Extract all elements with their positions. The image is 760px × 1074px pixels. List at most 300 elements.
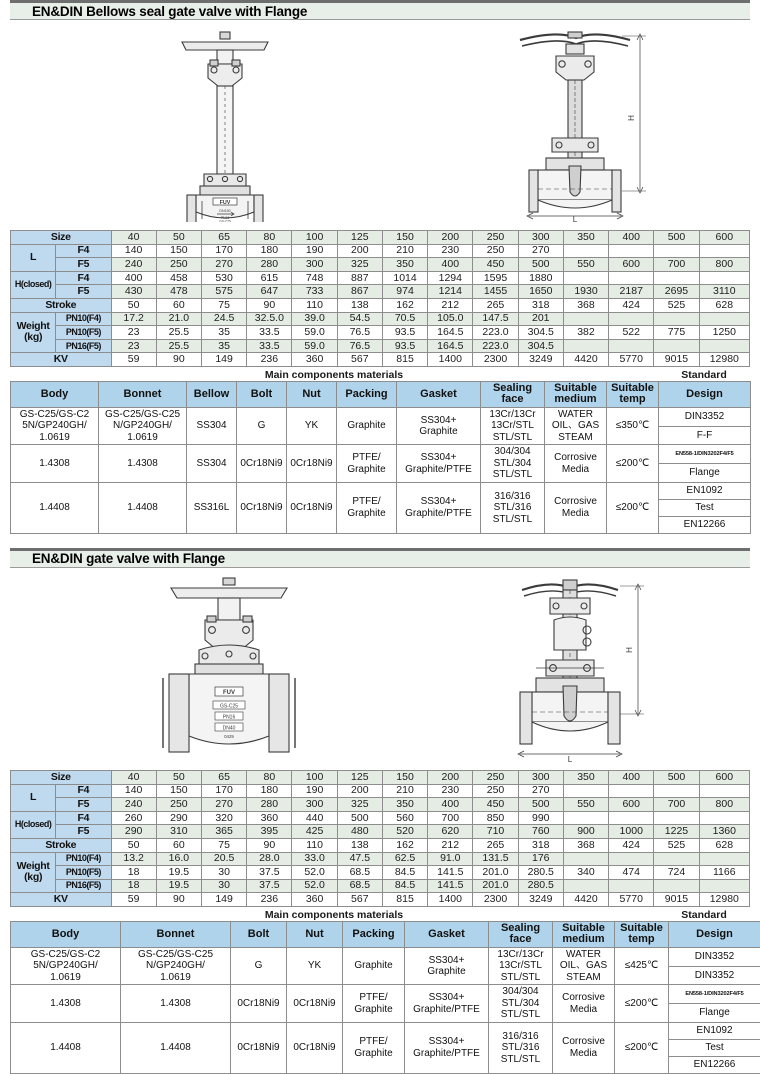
cell: 270	[202, 258, 247, 272]
cell: 628	[699, 838, 749, 852]
cell: 395	[247, 825, 292, 839]
row-label-weight-text: Weight	[17, 860, 50, 872]
cell: 12980	[699, 893, 749, 907]
cell: 318	[518, 838, 563, 852]
gate-valve-exterior-drawing	[155, 574, 305, 762]
cell: 500	[518, 798, 563, 812]
cell: 59	[111, 893, 156, 907]
row-label-h-closed: H(closed)	[11, 271, 56, 298]
bellows-seal-gate-valve-section-drawing	[500, 26, 660, 222]
cell	[563, 811, 608, 825]
cell: 1000	[609, 825, 654, 839]
col-header-gasket: Gasket	[397, 381, 481, 407]
cell: 25.5	[156, 326, 201, 340]
cell-gasket: SS304+ Graphite/PTFE	[397, 445, 481, 483]
cell: 250	[473, 770, 518, 784]
col-header-bonnet: Bonnet	[121, 921, 231, 947]
cell: 1650	[518, 285, 563, 299]
cell: 47.5	[337, 852, 382, 866]
cell: 1455	[473, 285, 518, 299]
cell: 522	[609, 326, 654, 340]
cell: 325	[337, 798, 382, 812]
cell: 200	[428, 231, 473, 245]
cell: 887	[337, 271, 382, 285]
cell	[699, 784, 749, 798]
cell	[654, 852, 699, 866]
cell: 59	[111, 353, 156, 367]
spec-row-weight-pn10f5	[11, 866, 750, 880]
spec-row-stroke	[11, 298, 750, 312]
cell-bonnet: 1.4408	[121, 1022, 231, 1073]
cell: 19.5	[156, 879, 201, 893]
cell-bolt: G	[237, 407, 287, 445]
cell: 1014	[382, 271, 427, 285]
cell	[699, 244, 749, 258]
cell: 138	[337, 298, 382, 312]
cell: 9015	[654, 353, 699, 367]
cell: 149	[202, 353, 247, 367]
cell: 50	[111, 298, 156, 312]
cell: 425	[292, 825, 337, 839]
cell-suitable-temp: ≤200℃	[607, 445, 659, 483]
cell-body: GS-C25/GS-C2 5N/GP240GH/ 1.0619	[11, 407, 99, 445]
svg-text:GS-C25: GS-C25	[219, 220, 231, 223]
col-header-suitable-medium: Suitable medium	[545, 381, 607, 407]
row-label-f5: F5	[56, 798, 111, 812]
cell: 59.0	[292, 339, 337, 353]
cell: 500	[518, 258, 563, 272]
row-label-weight-text: Weight	[17, 320, 50, 332]
cell: 37.5	[247, 866, 292, 880]
cell: 1250	[699, 326, 749, 340]
cell: 100	[292, 770, 337, 784]
cell: 62.5	[382, 852, 427, 866]
cell	[654, 244, 699, 258]
cell: 13.2	[111, 852, 156, 866]
cell: 1880	[518, 271, 563, 285]
cell: 24.5	[202, 312, 247, 326]
cell	[654, 312, 699, 326]
cell: 800	[699, 798, 749, 812]
cell-packing: PTFE/ Graphite	[337, 482, 397, 533]
row-label-pn10f5: PN10(F5)	[56, 326, 111, 340]
cell-design-standard: DIN3352	[669, 966, 760, 985]
cell: 150	[382, 231, 427, 245]
row-label-f4: F4	[56, 811, 111, 825]
cell	[654, 784, 699, 798]
cell	[563, 852, 608, 866]
cell: 260	[111, 811, 156, 825]
cell: 318	[518, 298, 563, 312]
materials-row	[11, 482, 751, 499]
cell: 240	[111, 258, 156, 272]
cell-suitable-temp: ≤200℃	[607, 482, 659, 533]
cell-gasket: SS304+ Graphite	[405, 947, 489, 985]
cell: 368	[563, 298, 608, 312]
cell-sealing-face: 316/316 STL/316 STL/STL	[489, 1022, 553, 1073]
cell: 300	[292, 798, 337, 812]
cell-nut: YK	[287, 947, 343, 985]
cell: 304.5	[518, 339, 563, 353]
cell: 600	[699, 770, 749, 784]
cell: 33.5	[247, 326, 292, 340]
cell: 360	[292, 893, 337, 907]
cell: 33.0	[292, 852, 337, 866]
cell-nut: 0Cr18Ni9	[287, 985, 343, 1023]
cell-bolt: 0Cr18Ni9	[231, 985, 287, 1023]
cell: 68.5	[337, 879, 382, 893]
cell: 75	[202, 298, 247, 312]
cell: 76.5	[337, 326, 382, 340]
cell: 164.5	[428, 339, 473, 353]
cell: 212	[428, 298, 473, 312]
cell: 304.5	[518, 326, 563, 340]
cell: 360	[292, 353, 337, 367]
standard-label: Standard	[658, 909, 750, 921]
cell: 2300	[473, 893, 518, 907]
cell: 424	[609, 838, 654, 852]
cell: 724	[654, 866, 699, 880]
cell-nut: 0Cr18Ni9	[287, 1022, 343, 1073]
cell-design-standard: Test	[669, 1039, 760, 1056]
cell: 500	[654, 770, 699, 784]
cell: 223.0	[473, 339, 518, 353]
cell: 54.5	[337, 312, 382, 326]
row-label-l: L	[11, 784, 56, 811]
cell: 105.0	[428, 312, 473, 326]
cell: 525	[654, 298, 699, 312]
cell: 700	[428, 811, 473, 825]
cell: 990	[518, 811, 563, 825]
cell: 210	[382, 784, 427, 798]
cell: 1595	[473, 271, 518, 285]
cell-nut: 0Cr18Ni9	[287, 445, 337, 483]
row-label-weight-unit: (kg)	[24, 871, 42, 883]
cell: 50	[156, 770, 201, 784]
spec-row-h-f5	[11, 825, 750, 839]
row-label-kv: KV	[11, 353, 112, 367]
spec-table-bellows	[10, 230, 750, 367]
cell: 340	[563, 866, 608, 880]
cell-suitable-temp: ≤425℃	[615, 947, 669, 985]
cell: 600	[609, 798, 654, 812]
cell: 280	[247, 258, 292, 272]
col-header-packing: Packing	[343, 921, 405, 947]
spacer	[0, 534, 760, 548]
row-label-f5: F5	[56, 285, 111, 299]
cell: 52.0	[292, 879, 337, 893]
cell: 240	[111, 798, 156, 812]
cell-design-standard: Flange	[669, 1004, 760, 1023]
cell: 430	[111, 285, 156, 299]
cell-suitable-medium: WATER OIL、GAS STEAM	[553, 947, 615, 985]
cell: 530	[202, 271, 247, 285]
cell: 16.0	[156, 852, 201, 866]
cell: 91.0	[428, 852, 473, 866]
cell: 250	[156, 798, 201, 812]
cell: 201	[518, 312, 563, 326]
cell-sealing-face: 13Cr/13Cr 13Cr/STL STL/STL	[489, 947, 553, 985]
col-header-nut: Nut	[287, 381, 337, 407]
cell: 350	[563, 231, 608, 245]
cell: 615	[247, 271, 292, 285]
cell-design-standard: EN12266	[659, 516, 751, 533]
cell: 440	[292, 811, 337, 825]
cell: 4420	[563, 353, 608, 367]
cell-design-standard: DIN3352	[659, 407, 751, 426]
cell	[563, 312, 608, 326]
cell: 39.0	[292, 312, 337, 326]
materials-row	[11, 985, 760, 1004]
cell	[609, 879, 654, 893]
cell: 12980	[699, 353, 749, 367]
cell: 40	[111, 770, 156, 784]
cell-bonnet: 1.4308	[99, 445, 187, 483]
cell: 382	[563, 326, 608, 340]
cell: 265	[473, 298, 518, 312]
cell: 100	[292, 231, 337, 245]
cell: 180	[247, 244, 292, 258]
row-label-pn16f5: PN16(F5)	[56, 879, 111, 893]
spec-row-l-f5	[11, 798, 750, 812]
cell-gasket: SS304+ Graphite	[397, 407, 481, 445]
cell: 270	[518, 784, 563, 798]
cell: 550	[563, 258, 608, 272]
cell-sealing-face: 304/304 STL/304 STL/STL	[489, 985, 553, 1023]
cell: 60	[156, 838, 201, 852]
cell-suitable-medium: WATER OIL、GAS STEAM	[545, 407, 607, 445]
cell: 3249	[518, 353, 563, 367]
cell: 200	[337, 244, 382, 258]
cell-bolt: 0Cr18Ni9	[231, 1022, 287, 1073]
cell-design-standard: EN1092	[659, 482, 751, 499]
cell: 265	[473, 838, 518, 852]
cell: 300	[518, 231, 563, 245]
cell: 815	[382, 353, 427, 367]
row-label-pn16f5: PN16(F5)	[56, 339, 111, 353]
cell: 1225	[654, 825, 699, 839]
cell: 210	[382, 244, 427, 258]
dimension-label-l: L	[573, 215, 578, 222]
cell: 170	[202, 784, 247, 798]
drawing-band-bellows	[10, 26, 750, 224]
cell: 40	[111, 231, 156, 245]
row-label-f5: F5	[56, 258, 111, 272]
cell-bellow: SS304	[187, 407, 237, 445]
cell: 270	[202, 798, 247, 812]
cell	[699, 879, 749, 893]
cell: 710	[473, 825, 518, 839]
cell: 201.0	[473, 879, 518, 893]
col-header-nut: Nut	[287, 921, 343, 947]
cell-sealing-face: 13Cr/13Cr 13Cr/STL STL/STL	[481, 407, 545, 445]
row-label-pn10f4: PN10(F4)	[56, 852, 111, 866]
materials-row	[11, 407, 751, 426]
cell	[699, 271, 749, 285]
cell-sealing-face: 316/316 STL/316 STL/STL	[481, 482, 545, 533]
cell: 325	[337, 258, 382, 272]
cell: 500	[654, 231, 699, 245]
spec-row-h-f4	[11, 271, 750, 285]
spec-row-stroke	[11, 838, 750, 852]
cell: 50	[156, 231, 201, 245]
cell: 5770	[609, 893, 654, 907]
row-label-weight	[11, 852, 56, 893]
spec-row-weight-pn16f5	[11, 339, 750, 353]
cell: 867	[337, 285, 382, 299]
cell: 150	[156, 784, 201, 798]
col-header-bolt: Bolt	[237, 381, 287, 407]
col-header-suitable-medium: Suitable medium	[553, 921, 615, 947]
cell-design-standard: EN558-1/DIN3202F4/F5	[669, 985, 760, 1004]
spec-row-weight-pn16f5	[11, 879, 750, 893]
cell: 575	[202, 285, 247, 299]
materials-header-row	[11, 921, 760, 947]
cell: 250	[473, 784, 518, 798]
cell: 93.5	[382, 339, 427, 353]
cell: 1360	[699, 825, 749, 839]
cell-body: 1.4408	[11, 482, 99, 533]
cell: 360	[247, 811, 292, 825]
cell-bonnet: 1.4408	[99, 482, 187, 533]
cell: 176	[518, 852, 563, 866]
cell	[654, 879, 699, 893]
cell: 368	[563, 838, 608, 852]
cell: 300	[292, 258, 337, 272]
row-label-weight	[11, 312, 56, 353]
cell	[563, 244, 608, 258]
row-label-f4: F4	[56, 784, 111, 798]
cell: 236	[247, 893, 292, 907]
cell: 230	[428, 784, 473, 798]
cell-packing: PTFE/ Graphite	[343, 1022, 405, 1073]
cell	[654, 271, 699, 285]
cell: 65	[202, 231, 247, 245]
cell: 450	[473, 798, 518, 812]
drawing-band-gate	[10, 574, 750, 764]
cell: 162	[382, 838, 427, 852]
spec-row-l-f4	[11, 244, 750, 258]
row-label-f5: F5	[56, 825, 111, 839]
cell: 350	[382, 258, 427, 272]
cell: 80	[247, 770, 292, 784]
row-label-f4: F4	[56, 271, 111, 285]
cell: 280.5	[518, 866, 563, 880]
cell: 149	[202, 893, 247, 907]
spec-row-h-f5	[11, 285, 750, 299]
cell: 400	[609, 770, 654, 784]
cell-bellow: SS304	[187, 445, 237, 483]
cell: 52.0	[292, 866, 337, 880]
cell: 32.5.0	[247, 312, 292, 326]
cell: 748	[292, 271, 337, 285]
spec-row-kv	[11, 893, 750, 907]
spec-row-weight-pn10f4	[11, 312, 750, 326]
cell: 180	[247, 784, 292, 798]
cell-design-standard: EN1092	[669, 1022, 760, 1039]
row-label-size: Size	[11, 770, 112, 784]
cell-suitable-medium: Corrosive Media	[553, 1022, 615, 1073]
cell-suitable-medium: Corrosive Media	[545, 445, 607, 483]
cell: 125	[337, 770, 382, 784]
cell: 200	[428, 770, 473, 784]
cell: 1400	[428, 893, 473, 907]
cell	[609, 244, 654, 258]
cell: 775	[654, 326, 699, 340]
cell: 760	[518, 825, 563, 839]
cell: 3110	[699, 285, 749, 299]
cell: 138	[337, 838, 382, 852]
col-header-bonnet: Bonnet	[99, 381, 187, 407]
cell: 25.5	[156, 339, 201, 353]
row-label-h-closed: H(closed)	[11, 811, 56, 838]
cell: 500	[337, 811, 382, 825]
cell: 33.5	[247, 339, 292, 353]
cell: 400	[111, 271, 156, 285]
cell: 320	[202, 811, 247, 825]
col-header-sealing-face: Sealing face	[481, 381, 545, 407]
cell	[654, 339, 699, 353]
cell: 270	[518, 244, 563, 258]
cell: 400	[428, 258, 473, 272]
cell	[563, 271, 608, 285]
cell: 4420	[563, 893, 608, 907]
cell-body: 1.4408	[11, 1022, 121, 1073]
materials-row	[11, 445, 751, 464]
cell	[609, 339, 654, 353]
cell-packing: Graphite	[337, 407, 397, 445]
main-components-materials-label: Main components materials	[10, 369, 750, 381]
cell: 250	[473, 231, 518, 245]
section-title: EN&DIN Bellows seal gate valve with Flange	[32, 4, 307, 19]
row-label-l: L	[11, 244, 56, 271]
cell-suitable-medium: Corrosive Media	[545, 482, 607, 533]
cell-suitable-temp: ≤200℃	[615, 1022, 669, 1073]
cell-packing: Graphite	[343, 947, 405, 985]
cell	[563, 784, 608, 798]
cell: 815	[382, 893, 427, 907]
cell-design-standard: F-F	[659, 426, 751, 445]
cell: 18	[111, 866, 156, 880]
cell: 75	[202, 838, 247, 852]
spec-row-l-f5	[11, 258, 750, 272]
cell: 400	[428, 798, 473, 812]
materials-caption-bellows	[10, 367, 750, 381]
spec-row-weight-pn10f4	[11, 852, 750, 866]
spec-row-h-f4	[11, 811, 750, 825]
cell-suitable-medium: Corrosive Media	[553, 985, 615, 1023]
cell	[654, 811, 699, 825]
cell: 365	[202, 825, 247, 839]
col-header-body: Body	[11, 381, 99, 407]
cell: 700	[654, 798, 699, 812]
cell-bolt: G	[231, 947, 287, 985]
cell-body: 1.4308	[11, 445, 99, 483]
cell-bonnet: 1.4308	[121, 985, 231, 1023]
col-header-bellow: Bellow	[187, 381, 237, 407]
cell: 290	[156, 811, 201, 825]
cell	[563, 879, 608, 893]
cell: 450	[473, 258, 518, 272]
materials-table-bellows	[10, 381, 751, 534]
cell: 250	[156, 258, 201, 272]
cell-design-standard: Test	[659, 499, 751, 516]
cell-gasket: SS304+ Graphite/PTFE	[405, 985, 489, 1023]
section-title-bar-bellows	[10, 0, 750, 20]
cell: 70.5	[382, 312, 427, 326]
cell-gasket: SS304+ Graphite/PTFE	[397, 482, 481, 533]
cell	[563, 339, 608, 353]
